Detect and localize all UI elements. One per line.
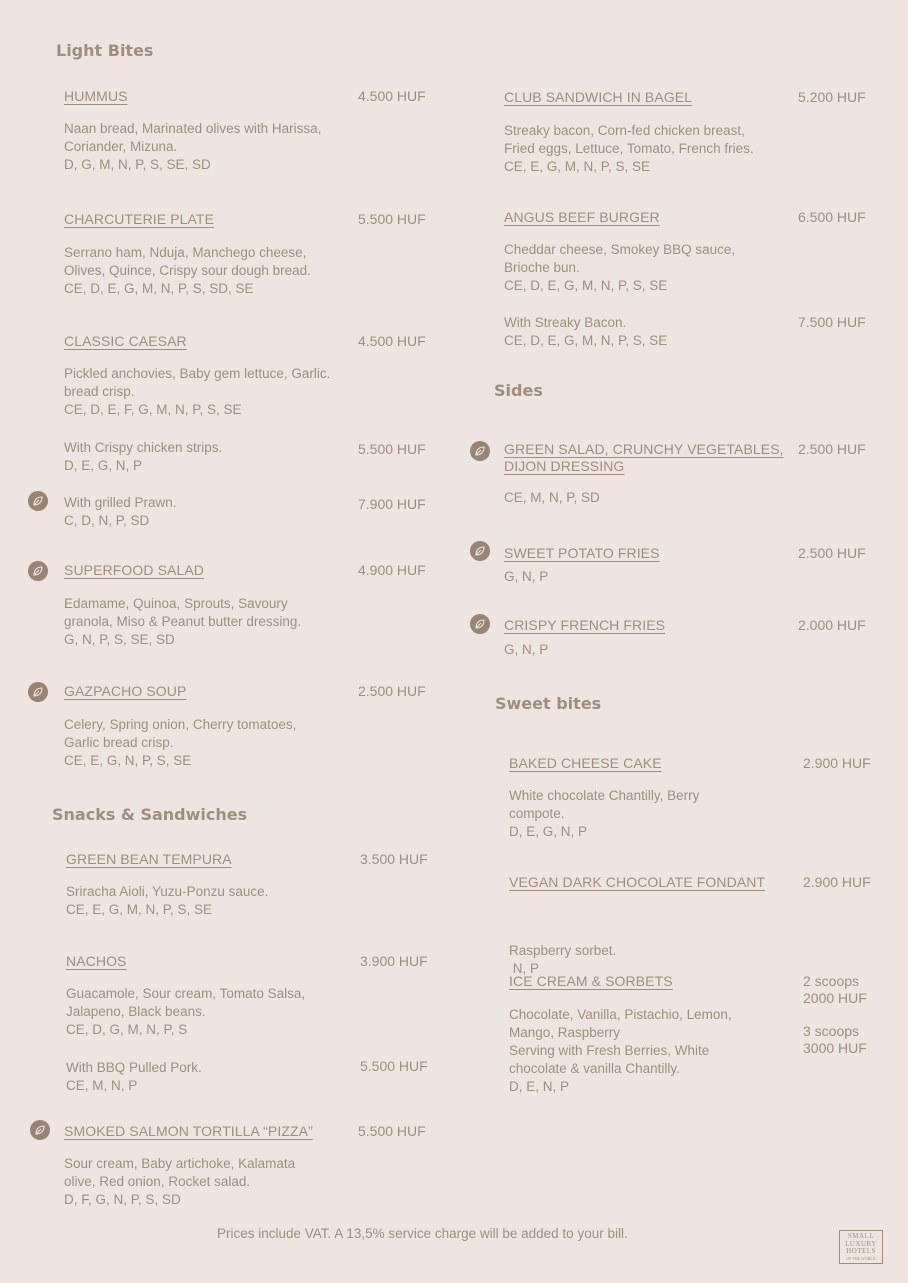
item-name-cheesecake[interactable]: BAKED CHEESE CAKE [509,755,662,771]
item-desc-burger: Cheddar cheese, Smokey BBQ sauce, Brioche bun. CE, D, E, G, M, N, P, S, SE [504,242,736,293]
item-price-salmon: 5.500 HUF [358,1123,426,1139]
item-name-club[interactable]: CLUB SANDWICH IN BAGEL [504,89,693,105]
item-desc-sweet-potato: G, N, P [504,569,549,584]
item-price-sweet-potato: 2.500 HUF [798,545,866,561]
item-desc-caesar: Pickled anchovies, Baby gem lettuce, Garlic. bread crisp. CE, D, E, F, G, M, N, P, S, SE [64,366,331,417]
item-name-fondant[interactable]: VEGAN DARK CHOCOLATE FONDANT [509,874,766,890]
item-desc-salmon: Sour cream, Baby artichoke, Kalamata olive, Red onion, Rocket salad. D, F, G, N, P, S, SD [64,1156,296,1207]
leaf-icon [470,614,490,634]
item-desc-green-salad: CE, M, N, P, SD [504,490,600,505]
item-desc-nachos-pork: With BBQ Pulled Pork. CE, M, N, P [66,1060,202,1093]
item-price-caesar-prawn: 7.900 HUF [358,496,426,512]
item-desc-tempura: Sriracha Aioli, Yuzu-Ponzu sauce. CE, E, G, M, N, P, S, SE [66,884,269,917]
item-price-green-salad: 2.500 HUF [798,441,866,457]
item-desc-caesar-chicken: With Crispy chicken strips. D, E, G, N, P [64,440,223,473]
item-desc-cheesecake: White chocolate Chantilly, Berry compote. D, E, G, N, P [509,788,700,839]
item-name-icecream[interactable]: ICE CREAM & SORBETS [509,973,673,989]
item-name-french-fries[interactable]: CRISPY FRENCH FRIES [504,617,666,633]
item-name-hummus[interactable]: HUMMUS [64,88,128,104]
item-name-green-salad[interactable]: GREEN SALAD, CRUNCHY VEGETABLES, DIJON DRESSING [504,441,784,474]
item-price-nachos: 3.900 HUF [360,953,428,969]
item-price-club: 5.200 HUF [798,89,866,105]
leaf-icon [470,441,490,461]
item-desc-charcuterie: Serrano ham, Nduja, Manchego cheese, Olives, Quince, Crispy sour dough bread. CE, D, E, G, M, N, P, S, SD, SE [64,245,311,296]
leaf-icon [28,561,48,581]
item-price-nachos-pork: 5.500 HUF [360,1058,428,1074]
item-desc-club: Streaky bacon, Corn-fed chicken breast, Fried eggs, Lettuce, Tomato, French fries. CE, E, G, M, N, P, S, SE [504,123,754,174]
footer-note: Prices include VAT. A 13,5% service charge will be added to your bill. [217,1226,628,1241]
item-name-nachos[interactable]: NACHOS [66,953,127,969]
section-title-snacks: Snacks & Sandwiches [52,805,248,824]
section-title-light-bites: Light Bites [56,41,154,60]
item-price-icecream: 2 scoops 2000 HUF 3 scoops 3000 HUF [803,973,867,1056]
item-price-superfood: 4.900 HUF [358,562,426,578]
item-name-superfood[interactable]: SUPERFOOD SALAD [64,562,204,578]
item-price-caesar: 4.500 HUF [358,333,426,349]
section-title-sides: Sides [494,381,543,400]
item-price-burger: 6.500 HUF [798,209,866,225]
item-desc-burger-bacon: With Streaky Bacon. CE, D, E, G, M, N, P, S, SE [504,315,668,348]
item-desc-icecream: Chocolate, Vanilla, Pistachio, Lemon, Mango, Raspberry Serving with Fresh Berries, White chocolate & vanilla Chantilly. D, E, N, P [509,1007,732,1094]
item-name-sweet-potato[interactable]: SWEET POTATO FRIES [504,545,660,561]
item-price-charcuterie: 5.500 HUF [358,211,426,227]
item-price-gazpacho: 2.500 HUF [358,683,426,699]
item-price-french-fries: 2.000 HUF [798,617,866,633]
item-price-cheesecake: 2.900 HUF [803,755,871,771]
leaf-icon [470,541,490,561]
item-name-caesar[interactable]: CLASSIC CAESAR [64,333,187,349]
item-name-salmon[interactable]: SMOKED SALMON TORTILLA “PIZZA” [64,1123,313,1139]
section-title-sweet-bites: Sweet bites [495,694,602,713]
item-price-burger-bacon: 7.500 HUF [798,314,866,330]
item-desc-french-fries: G, N, P [504,642,549,657]
item-desc-superfood: Edamame, Quinoa, Sprouts, Savoury granola, Miso & Peanut butter dressing. G, N, P, S, SE, SD [64,596,302,647]
item-price-fondant: 2.900 HUF [803,874,871,890]
item-desc-fondant: Raspberry sorbet. N, P [509,943,617,976]
hotel-logo: SMALL LUXURY HOTELS OF THE WORLD [839,1230,883,1264]
item-name-burger[interactable]: ANGUS BEEF BURGER [504,209,660,225]
item-price-hummus: 4.500 HUF [358,88,426,104]
item-name-tempura[interactable]: GREEN BEAN TEMPURA [66,851,232,867]
item-price-tempura: 3.500 HUF [360,851,428,867]
item-price-caesar-chicken: 5.500 HUF [358,441,426,457]
item-desc-caesar-prawn: With grilled Prawn. C, D, N, P, SD [64,495,177,528]
leaf-icon [30,1120,50,1140]
item-name-charcuterie[interactable]: CHARCUTERIE PLATE [64,211,215,227]
item-name-gazpacho[interactable]: GAZPACHO SOUP [64,683,187,699]
leaf-icon [28,682,48,702]
leaf-icon [28,491,48,511]
item-desc-gazpacho: Celery, Spring onion, Cherry tomatoes, Garlic bread crisp. CE, E, G, N, P, S, SE [64,717,297,768]
item-desc-nachos: Guacamole, Sour cream, Tomato Salsa, Jalapeno, Black beans. CE, D, G, M, N, P, S [66,986,306,1037]
item-desc-hummus: Naan bread, Marinated olives with Harissa, Coriander, Mizuna. D, G, M, N, P, S, SE, SD [64,121,322,172]
